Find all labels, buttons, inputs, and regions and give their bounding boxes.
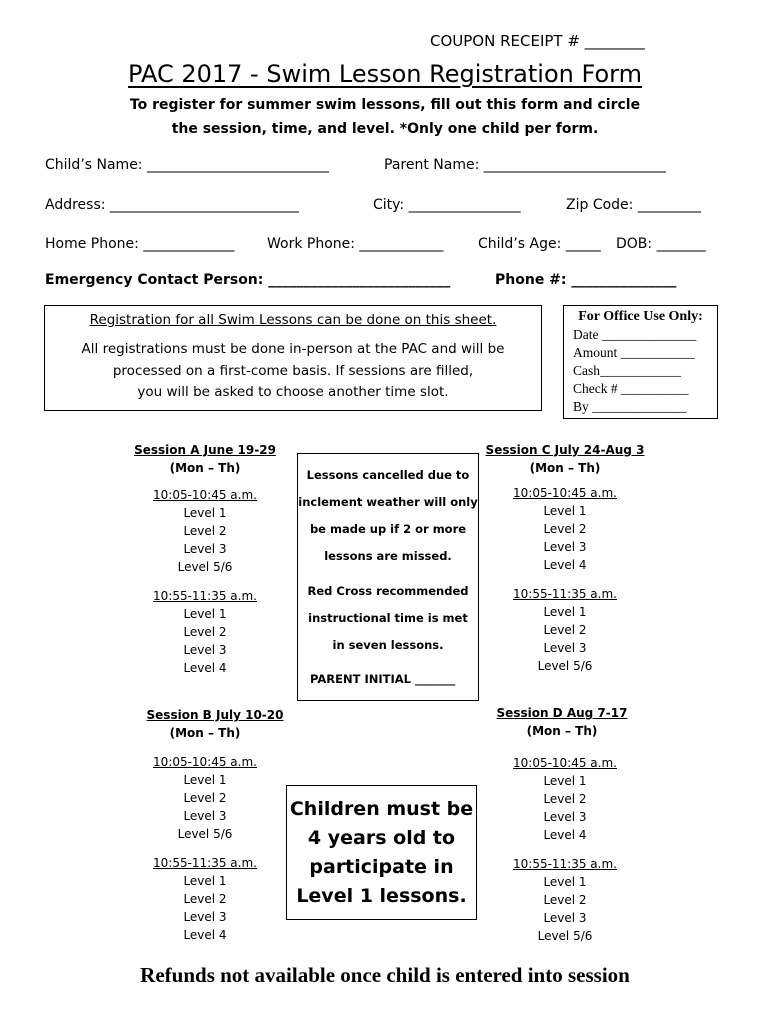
dob-field[interactable]: DOB: _______ — [616, 236, 706, 252]
age-requirement-box — [286, 785, 477, 920]
session-d-level[interactable]: Level 3 — [543, 911, 587, 925]
home-phone-field[interactable]: Home Phone: _____________ — [45, 236, 235, 252]
registration-info-line: All registrations must be done in-person at the PAC and will be — [81, 341, 505, 357]
session-d-level[interactable]: Level 1 — [543, 875, 587, 889]
session-c-level[interactable]: Level 3 — [543, 641, 587, 655]
session-d-days: (Mon – Th) — [526, 724, 598, 738]
session-b-level[interactable]: Level 5/6 — [177, 827, 233, 841]
session-b-level[interactable]: Level 2 — [183, 892, 227, 906]
session-d-title: Session D Aug 7-17 — [496, 706, 628, 720]
intro-line-2: the session, time, and level. *Only one child per form. — [171, 121, 599, 137]
session-c-level[interactable]: Level 2 — [543, 623, 587, 637]
coupon-receipt-number: COUPON RECEIPT # ________ — [430, 32, 645, 50]
refund-policy: Refunds not available once child is entered into session — [140, 963, 630, 987]
zip-code-field[interactable]: Zip Code: _________ — [566, 197, 701, 213]
registration-info-body — [45, 339, 541, 404]
session-b-level[interactable]: Level 1 — [183, 773, 227, 787]
office-use-box — [563, 305, 718, 419]
form-title: PAC 2017 - Swim Lesson Registration Form — [128, 60, 642, 88]
session-c-level[interactable]: Level 2 — [543, 522, 587, 536]
session-b-level[interactable]: Level 4 — [183, 928, 227, 942]
session-a-level[interactable]: Level 2 — [183, 625, 227, 639]
childs-name-field[interactable]: Child’s Name: __________________________ — [45, 157, 329, 173]
age-notice-line: participate in — [309, 856, 454, 878]
session-d-level[interactable]: Level 2 — [543, 893, 587, 907]
session-d-level[interactable]: Level 4 — [543, 828, 587, 842]
childs-age-field[interactable]: Child’s Age: _____ — [478, 236, 601, 252]
age-notice-line: 4 years old to — [307, 827, 456, 849]
work-phone-field[interactable]: Work Phone: ____________ — [267, 236, 444, 252]
session-b-time-2[interactable]: 10:55-11:35 a.m. — [153, 856, 257, 870]
session-d-level[interactable]: Level 3 — [543, 810, 587, 824]
city-field[interactable]: City: ________________ — [373, 197, 521, 213]
session-d-time-1[interactable]: 10:05-10:45 a.m. — [513, 756, 617, 770]
address-field[interactable]: Address: ___________________________ — [45, 197, 299, 213]
session-d-level[interactable]: Level 1 — [543, 774, 587, 788]
session-a-time-2[interactable]: 10:55-11:35 a.m. — [153, 589, 257, 603]
intro-line-1: To register for summer swim lessons, fill out this form and circle — [129, 97, 641, 113]
session-c-level[interactable]: Level 3 — [543, 540, 587, 554]
session-b-days: (Mon – Th) — [169, 726, 241, 740]
session-b-title: Session B July 10-20 — [146, 708, 284, 722]
session-a-level[interactable]: Level 3 — [183, 643, 227, 657]
office-use-heading: For Office Use Only: — [578, 309, 703, 324]
session-c-time-1[interactable]: 10:05-10:45 a.m. — [513, 486, 617, 500]
session-a-level[interactable]: Level 4 — [183, 661, 227, 675]
notice-line: Red Cross recommended — [307, 584, 469, 598]
session-c-time-2[interactable]: 10:55-11:35 a.m. — [513, 587, 617, 601]
session-c-days: (Mon – Th) — [529, 461, 601, 475]
emergency-phone-field[interactable]: Phone #: _______________ — [495, 272, 677, 288]
session-b-level[interactable]: Level 2 — [183, 791, 227, 805]
session-a-level[interactable]: Level 5/6 — [177, 560, 233, 574]
session-b-level[interactable]: Level 3 — [183, 809, 227, 823]
session-c-level[interactable]: Level 1 — [543, 504, 587, 518]
notice-line: be made up if 2 or more — [309, 522, 467, 536]
parent-initial-field[interactable]: PARENT INITIAL _______ — [310, 672, 456, 686]
registration-info-box — [44, 305, 542, 411]
notice-line: inclement weather will only — [298, 495, 478, 509]
session-b-level[interactable]: Level 1 — [183, 874, 227, 888]
session-c-level[interactable]: Level 4 — [543, 558, 587, 572]
session-a-level[interactable]: Level 3 — [183, 542, 227, 556]
notice-line: lessons are missed. — [324, 549, 452, 563]
session-c-level[interactable]: Level 1 — [543, 605, 587, 619]
registration-info-line: processed on a first-come basis. If sessions are filled, — [112, 362, 474, 379]
age-notice-line: Level 1 lessons. — [296, 885, 467, 907]
session-d-level[interactable]: Level 5/6 — [537, 929, 593, 943]
emergency-contact-field[interactable]: Emergency Contact Person: __________________________ — [45, 272, 451, 288]
office-amount-field[interactable]: Amount ___________ — [573, 345, 695, 360]
office-by-field[interactable]: By ______________ — [573, 399, 687, 414]
weather-notice-box — [297, 453, 479, 701]
session-a-level[interactable]: Level 1 — [183, 607, 227, 621]
session-d-level[interactable]: Level 2 — [543, 792, 587, 806]
office-check-field[interactable]: Check # __________ — [573, 381, 689, 396]
notice-line: in seven lessons. — [332, 638, 444, 652]
notice-line: Lessons cancelled due to — [306, 468, 470, 482]
office-cash-field[interactable]: Cash____________ — [573, 363, 681, 378]
session-c-level[interactable]: Level 5/6 — [537, 659, 593, 673]
age-notice-line: Children must be — [289, 798, 474, 820]
session-a-level[interactable]: Level 2 — [183, 524, 227, 538]
session-c-title: Session C July 24-Aug 3 — [485, 443, 645, 457]
session-a-level[interactable]: Level 1 — [183, 506, 227, 520]
session-a-time-1[interactable]: 10:05-10:45 a.m. — [153, 488, 257, 502]
session-b-time-1[interactable]: 10:05-10:45 a.m. — [153, 755, 257, 769]
registration-info-line: you will be asked to choose another time slot. — [137, 384, 449, 400]
session-d-time-2[interactable]: 10:55-11:35 a.m. — [513, 857, 617, 871]
session-a-title: Session A June 19-29 — [134, 443, 276, 457]
session-a-days: (Mon – Th) — [169, 461, 241, 475]
office-date-field[interactable]: Date ______________ — [573, 327, 697, 342]
session-b-level[interactable]: Level 3 — [183, 910, 227, 924]
notice-line: instructional time is met — [308, 611, 468, 625]
parent-name-field[interactable]: Parent Name: __________________________ — [384, 157, 666, 173]
registration-info-heading: Registration for all Swim Lessons can be done on this sheet. — [89, 312, 497, 328]
